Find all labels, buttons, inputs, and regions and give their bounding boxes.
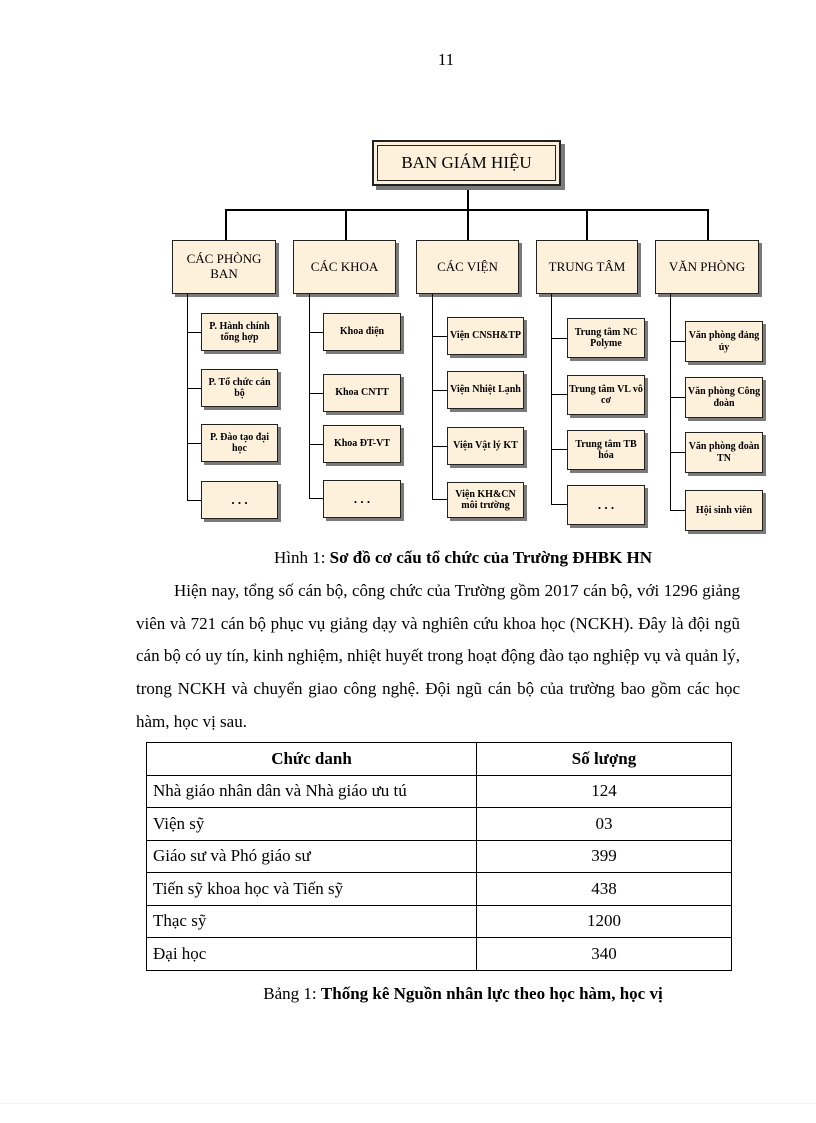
table-row: Đại học 340 [147,938,732,971]
unit-box: Khoa CNTT [323,374,401,412]
dept-cac-vien [416,240,519,294]
unit-box: . . . [201,481,278,519]
column-header: Số lượng [477,743,732,776]
unit-box: Hội sinh viên [685,490,763,531]
unit-box: P. Hành chính tổng hợp [201,313,278,351]
page-number: 11 [437,50,455,69]
dept-cac-khoa [293,240,396,294]
table-row: Tiến sỹ khoa học và Tiến sỹ 438 [147,873,732,906]
dept-cac-phong-ban [172,240,276,294]
table-header-row [147,743,732,776]
connector-line [187,294,188,500]
body-paragraph: Hiện nay, tổng số cán bộ, công chức của Trường gồm 2017 cán bộ, với 1296 giảng viên và 721 cán bộ phục vụ giảng dạy và nghiên cứu khoa học (NCKH). Đây là đội ngũ cán bộ có uy tín, kinh nghiệm, nhiệt huyết trong hoạt động đào tạo nghiệp vụ và quản lý, trong NCKH và chuyển giao công nghệ. Đội ngũ cán bộ của trường bao gồm các học hàm, học vị sau. [136,581,740,731]
table-caption: Bảng 1: Thống kê Nguồn nhân lực theo học hàm, học vị [263,984,663,1003]
dept-label: TRUNG TÂM [548,258,626,274]
unit-box: Khoa ĐT-VT [323,425,401,463]
connector-line [225,209,227,240]
unit-box: Viện Vật lý KT [447,427,524,465]
unit-box: Văn phòng đảng ủy [685,321,763,362]
root-label: BAN GIÁM HIỆU [401,153,532,173]
dept-trung-tam [536,240,638,294]
unit-box: P. Đào tạo đại học [201,424,278,462]
unit-box: Trung tâm VL vô cơ [567,375,645,415]
table-row: Viện sỹ 03 [147,808,732,841]
connector-line [551,294,552,504]
connector-line [467,186,469,210]
dept-label: CÁC VIỆN [437,258,498,274]
dept-label: VĂN PHÒNG [668,258,746,274]
connector-line [586,209,588,240]
unit-box: Viện Nhiệt Lạnh [447,371,524,409]
unit-box: . . . [567,485,645,525]
unit-box: Văn phòng đoàn TN [685,432,763,473]
column-header: Chức danh [147,743,477,776]
connector-line [432,294,433,499]
table-row: Nhà giáo nhân dân và Nhà giáo ưu tú 124 [147,775,732,808]
staff-statistics-table [146,742,732,971]
table-row: Thạc sỹ 1200 [147,905,732,938]
table-row: Giáo sư và Phó giáo sư 399 [147,840,732,873]
unit-box: Trung tâm NC Polyme [567,318,645,358]
connector-line [309,294,310,498]
unit-box: Trung tâm TB hóa [567,430,645,470]
connector-line [707,209,709,240]
root-node [372,140,561,186]
connector-line [467,209,469,240]
dept-label: CÁC KHOA [310,258,379,274]
unit-box: Văn phòng Công đoàn [685,377,763,418]
dept-van-phong [655,240,759,294]
connector-line [345,209,347,240]
org-chart [0,0,816,540]
unit-box: P. Tổ chức cán bộ [201,369,278,407]
dept-label: CÁC PHÒNG BAN [186,251,262,281]
unit-box: . . . [323,480,401,518]
figure-caption: Hình 1: Sơ đồ cơ cấu tổ chức của Trường ĐHBK HN [273,548,653,567]
connector-line [670,294,671,510]
unit-box: Khoa điện [323,313,401,351]
page-bottom-divider [0,1103,816,1104]
unit-box: Viện KH&CN môi trường [447,482,524,518]
unit-box: Viện CNSH&TP [447,317,524,355]
